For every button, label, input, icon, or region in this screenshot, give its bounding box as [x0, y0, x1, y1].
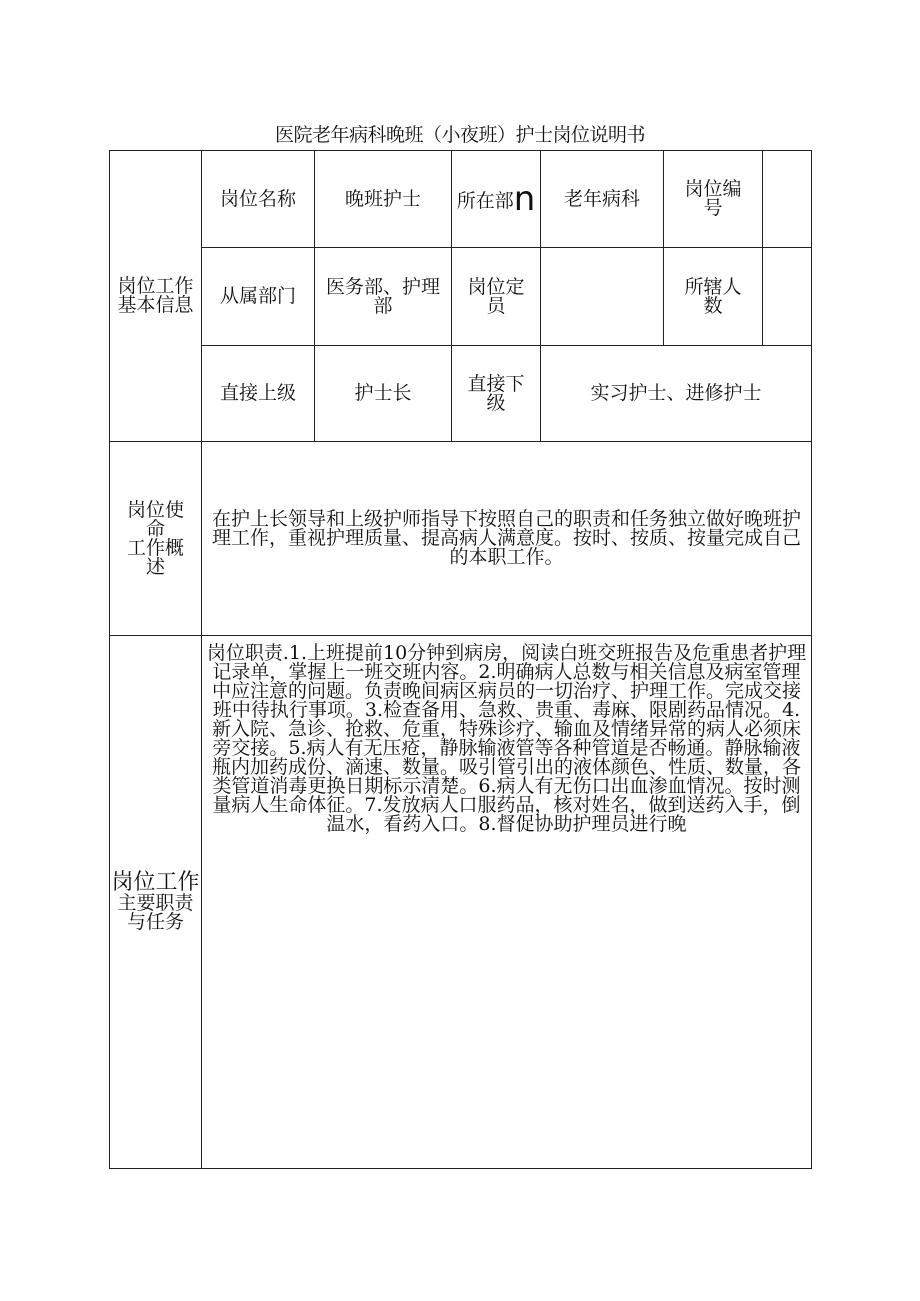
headcount-label-line1: 所辖人 — [684, 275, 742, 298]
duties-row — [110, 636, 812, 1169]
basic-info-row-1 — [110, 151, 812, 248]
headcount-label-line2: 数 — [703, 294, 723, 317]
headcount-label — [664, 248, 763, 346]
post-no-label-line2: 号 — [703, 197, 723, 219]
mission-label-line4: 述 — [145, 555, 165, 578]
mission-row — [110, 442, 812, 636]
subordinate-label — [452, 346, 541, 442]
basic-info-label-line1: 岗位工作 — [117, 275, 194, 297]
job-description-table — [109, 150, 812, 1169]
post-no-value — [763, 151, 812, 248]
quota-value — [541, 248, 664, 346]
mission-label-line3: 工作概 — [126, 536, 184, 559]
post-name-label: 岗位名称 — [202, 151, 315, 248]
subordinate-label-line1: 直接下 — [467, 372, 525, 395]
mission-section-label — [110, 442, 202, 636]
post-no-label — [664, 151, 763, 248]
subordinate-value: 实习护士、进修护士 — [541, 346, 812, 442]
quota-label-line2: 员 — [486, 294, 506, 317]
superior-value: 护士长 — [315, 346, 452, 442]
duties-text: 岗位职责.1.上班提前10分钟到病房，阅读白班交班报告及危重患者护理记录单，掌握上一班交班内容。2.明确病人总数与相关信息及病室管理中应注意的问题。负责晚间病区病员的一切治疗、护理工作。完成交接班中待执行事项。3.检查备用、急救、贵重、毒麻、限剧药品情况。4.新入院、急诊、抢救、危重，特殊诊疗、输血及情绪异常的病人必须床旁交接。5.病人有无压疮，静脉输液管等各种管道是否畅通。静脉输液瓶内加药成份、滴速、数量。吸引管引出的液体颜色、性质、数量，各类管道消毒更换日期标示清楚。6.病人有无伤口出血渗血情况。按时测量病人生命体征。7.发放病人口服药品，核对姓名，做到送药入手，倒温水，看药入口。8.督促协助护理员进行晚 — [202, 636, 812, 1169]
duties-label-line3: 与任务 — [126, 911, 184, 933]
duties-section-label — [110, 636, 202, 1169]
duties-label-line1: 岗位工作 — [111, 870, 200, 895]
superior-label: 直接上级 — [202, 346, 315, 442]
quota-label-line1: 岗位定 — [467, 275, 525, 298]
mission-label-line2: 命 — [145, 517, 165, 540]
post-name-value: 晚班护士 — [315, 151, 452, 248]
affiliation-value — [315, 248, 452, 346]
dept-label — [452, 151, 541, 248]
basic-info-section-label — [110, 151, 202, 442]
basic-info-label-line2: 基本信息 — [117, 294, 194, 316]
duties-label-line2: 主要职责 — [117, 892, 194, 914]
headcount-value — [763, 248, 812, 346]
subordinate-label-line2: 级 — [486, 391, 506, 414]
basic-info-row-2 — [110, 248, 812, 346]
dept-label-main: 所在部 — [456, 190, 514, 212]
affiliation-label: 从属部门 — [202, 248, 315, 346]
basic-info-row-3 — [110, 346, 812, 442]
post-no-label-line1: 岗位编 — [684, 178, 742, 200]
affiliation-value-line2: 部 — [373, 294, 393, 317]
quota-label — [452, 248, 541, 346]
page-title: 医院老年病科晚班（小夜班）护士岗位说明书 — [274, 124, 645, 146]
affiliation-value-line1: 医务部、护理 — [325, 275, 440, 298]
mission-label-line1: 岗位使 — [126, 498, 184, 521]
mission-text: 在护上长领导和上级护师指导下按照自己的职责和任务独立做好晚班护理工作，重视护理质量、提高病人满意度。按时、按质、按量完成自己的本职工作。 — [202, 442, 812, 636]
dept-value: 老年病科 — [541, 151, 664, 248]
dept-label-tail: n — [513, 179, 536, 219]
